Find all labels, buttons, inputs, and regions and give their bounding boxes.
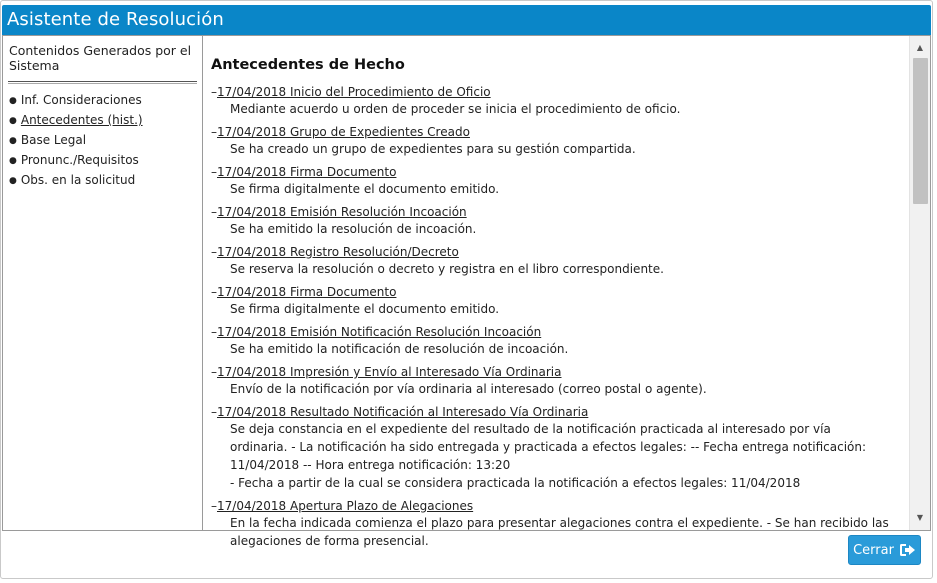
dash-marker: –: [211, 325, 217, 339]
event-link[interactable]: 17/04/2018 Apertura Plazo de Alegaciones: [217, 499, 474, 513]
scroll-thumb[interactable]: [913, 58, 928, 204]
sidebar-item-label: Antecedentes (hist.): [20, 113, 143, 127]
list-item: [211, 498, 901, 550]
event-description: En la fecha indicada comienza el plazo para presentar alegaciones contra el expediente. - Se han recibido las alegaciones de forma presencial.: [230, 516, 889, 548]
dialog-title: Asistente de Resolución: [7, 9, 224, 30]
dash-marker: –: [211, 165, 217, 179]
list-item: [211, 84, 901, 118]
list-item: [211, 244, 901, 278]
sidebar-item-base-legal[interactable]: [9, 131, 143, 151]
event-link[interactable]: 17/04/2018 Grupo de Expedientes Creado: [217, 125, 470, 139]
dash-marker: –: [211, 245, 217, 259]
content-scrollbar[interactable]: [909, 36, 930, 530]
close-button[interactable]: [848, 535, 921, 565]
event-description: Se deja constancia en el expediente del resultado de la notificación practicada al interesado por vía ordinaria. - La notificación ha sido entregada y practicada a efectos legales: -- Fecha entrega notificación: 11/04/2018 -- Hora entrega notificación: 13:20: [230, 422, 867, 472]
sign-out-icon: [899, 543, 916, 557]
event-description: Se firma digitalmente el documento emitido.: [230, 182, 500, 196]
bullet-icon: ●: [9, 136, 17, 146]
event-description: Mediante acuerdo u orden de proceder se inicia el procedimiento de oficio.: [230, 102, 681, 116]
list-item: [211, 324, 901, 358]
dash-marker: –: [211, 85, 217, 99]
dash-marker: –: [211, 205, 217, 219]
dash-marker: –: [211, 499, 217, 513]
event-link[interactable]: 17/04/2018 Inicio del Procedimiento de Oficio: [217, 85, 491, 99]
list-item: [211, 204, 901, 238]
sidebar-item-pronunc-requisitos[interactable]: [9, 151, 143, 171]
list-item: [211, 124, 901, 158]
sidebar-item-antecedentes[interactable]: [9, 111, 143, 131]
event-link[interactable]: 17/04/2018 Resultado Notificación al Interesado Vía Ordinaria: [217, 405, 589, 419]
sidebar: [3, 36, 203, 530]
scroll-up-arrow-icon[interactable]: ▲: [916, 43, 924, 52]
close-button-label: Cerrar: [853, 542, 894, 558]
dialog-body: [2, 35, 931, 548]
dash-marker: –: [211, 125, 217, 139]
scroll-down-arrow-icon[interactable]: ▼: [916, 513, 924, 522]
sidebar-item-label: Obs. en la solicitud: [20, 173, 136, 187]
event-description: Se ha creado un grupo de expedientes para su gestión compartida.: [230, 142, 636, 156]
event-link[interactable]: 17/04/2018 Impresión y Envío al Interesado Vía Ordinaria: [217, 365, 562, 379]
sidebar-item-label: Pronunc./Requisitos: [20, 153, 139, 167]
event-link[interactable]: 17/04/2018 Emisión Notificación Resolución Incoación: [217, 325, 542, 339]
list-item: [211, 364, 901, 398]
list-item: [211, 284, 901, 318]
event-description-extra: - Fecha a partir de la cual se considera practicada la notificación a efectos legales: 11/04/2018: [230, 476, 801, 490]
bullet-icon: ●: [9, 96, 17, 106]
event-description: Se ha emitido la notificación de resolución de incoación.: [230, 342, 569, 356]
event-description: Se ha emitido la resolución de incoación.: [230, 222, 477, 236]
sidebar-item-label: Base Legal: [20, 133, 87, 147]
dash-marker: –: [211, 365, 217, 379]
sidebar-title: Contenidos Generados por el Sistema: [9, 43, 192, 73]
list-item: [211, 164, 901, 198]
event-link[interactable]: 17/04/2018 Registro Resolución/Decreto: [217, 245, 459, 259]
sidebar-divider: [8, 81, 197, 84]
sidebar-item-obs-solicitud[interactable]: [9, 171, 143, 191]
event-link[interactable]: 17/04/2018 Firma Documento: [217, 165, 397, 179]
dash-marker: –: [211, 285, 217, 299]
bullet-icon: ●: [9, 116, 17, 126]
sidebar-nav: [9, 91, 143, 191]
sidebar-item-inf-consideraciones[interactable]: [9, 91, 143, 111]
event-list: [211, 84, 901, 556]
event-description: Se firma digitalmente el documento emitido.: [230, 302, 500, 316]
dash-marker: –: [211, 405, 217, 419]
content-heading: Antecedentes de Hecho: [211, 57, 405, 73]
event-description: Envío de la notificación por vía ordinaria al interesado (correo postal o agente).: [230, 382, 707, 396]
bullet-icon: ●: [9, 176, 17, 186]
content-pane: [203, 36, 909, 548]
event-link[interactable]: 17/04/2018 Emisión Resolución Incoación: [217, 205, 467, 219]
dialog-titlebar: [2, 5, 931, 35]
bullet-icon: ●: [9, 156, 17, 166]
sidebar-item-label: Inf. Consideraciones: [20, 93, 142, 107]
list-item: [211, 404, 901, 492]
event-link[interactable]: 17/04/2018 Firma Documento: [217, 285, 397, 299]
event-description: Se reserva la resolución o decreto y registra en el libro correspondiente.: [230, 262, 664, 276]
